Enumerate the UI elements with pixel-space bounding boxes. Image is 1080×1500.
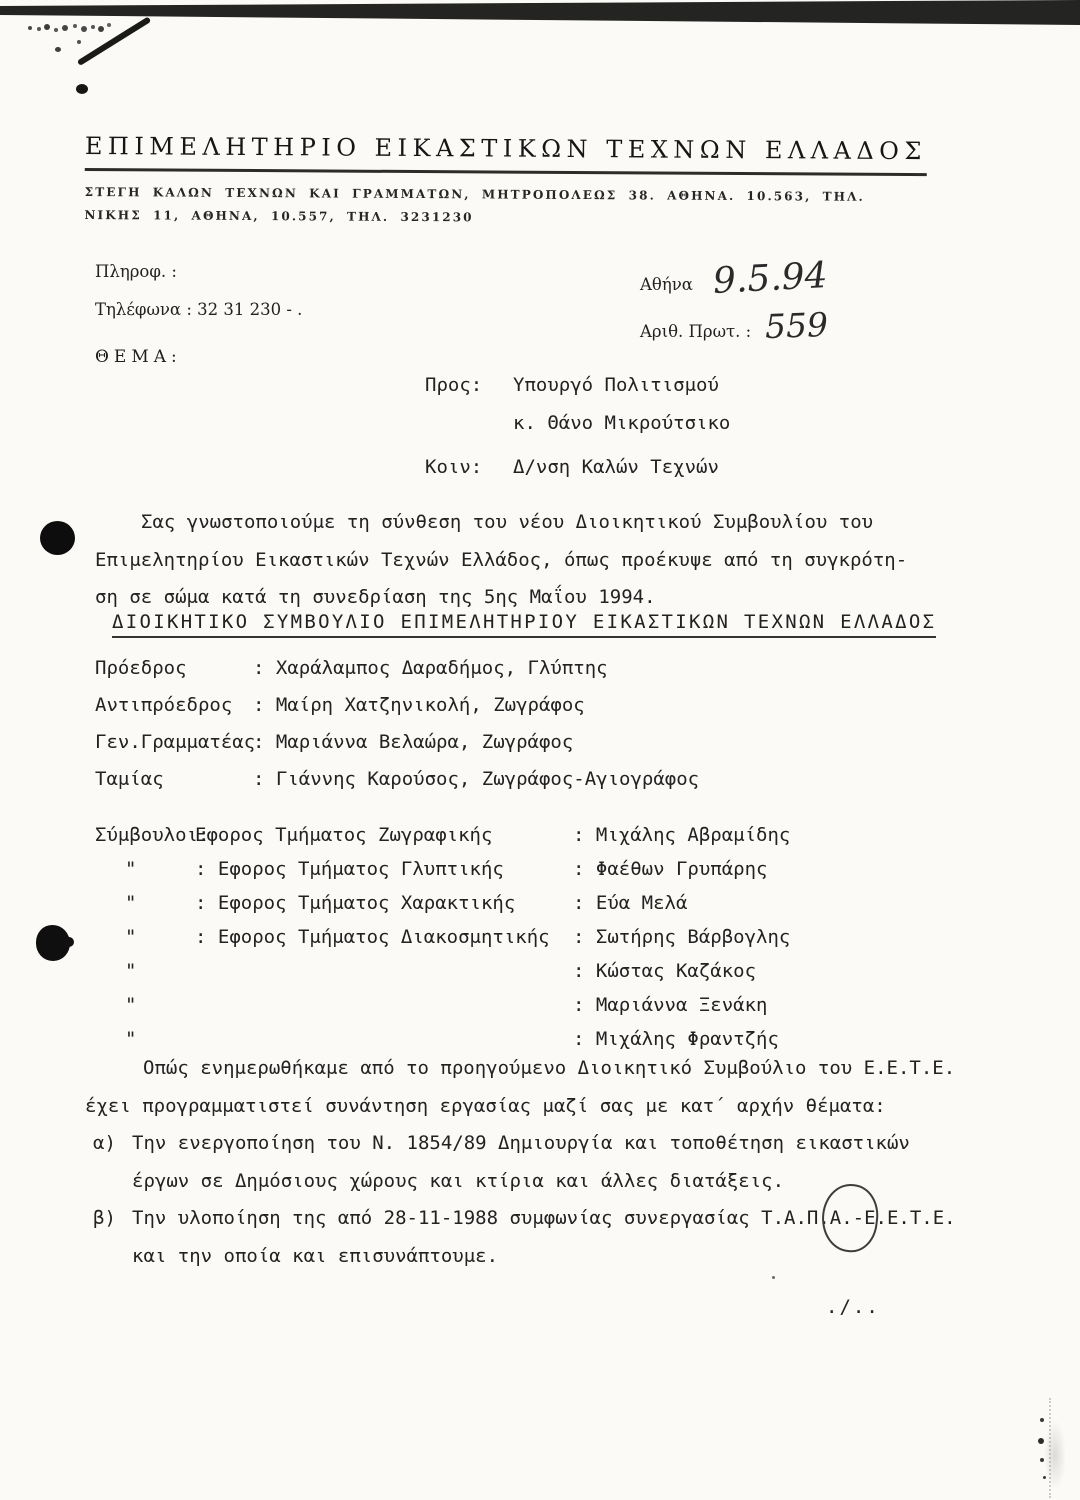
pen-check-stroke [77, 16, 151, 66]
continuation-mark: ./.. [826, 1296, 880, 1318]
subject-label: ΘΕΜΑ: [95, 347, 182, 367]
table-row [95, 852, 790, 886]
item-line: και την οποία και επισυνάπτουμε. [132, 1244, 499, 1267]
paragraph-line: Επιμελητηρίου Εικαστικών Τεχνών Ελλάδος, όπως προέκυψε από τη συγκρότη- [95, 548, 908, 571]
counselor-dept: : Εφορος Τμήματος Γλυπτικής [195, 858, 504, 880]
table-row [95, 818, 790, 852]
org-title: ΕΠΙΜΕΛΗΤΗΡΙΟ ΕΙΚΑΣΤΙΚΩΝ ΤΕΧΝΩΝ ΕΛΛΑΔΟΣ [85, 132, 927, 176]
pen-stroke-blob [76, 84, 88, 94]
table-row [95, 761, 699, 798]
counselor-name: : Σωτήρης Βάρβογλης [573, 926, 791, 948]
table-row [95, 886, 790, 920]
ink-speck [1040, 1418, 1044, 1422]
counselor-dept: : Εφορος Τμήματος Διακοσμητικής [195, 926, 550, 948]
scan-smudge [1044, 1420, 1066, 1490]
table-row [95, 724, 699, 761]
counselor-name: : Μιχάλης Αβραμίδης [573, 824, 791, 846]
counselor-dept: : Εφορος Τμήματος Χαρακτικής [195, 892, 516, 914]
officer-role: Ταμίας [95, 768, 164, 790]
item-line: έργων σε Δημόσιους χώρους και κτίρια και άλλες διατάξεις. [132, 1169, 785, 1192]
letterhead [84, 132, 985, 232]
ink-speck [77, 40, 81, 44]
recipients-block [425, 366, 730, 486]
item-line: Την υλοποίηση της από 28-11-1988 συμφωνίας συνεργασίας Τ.Α.Π.Α.-Ε.Ε.Τ.Ε. [132, 1207, 956, 1229]
scan-edge-dots [1049, 1398, 1051, 1498]
address-line-1: ΣΤΕΓΗ ΚΑΛΩΝ ΤΕΧΝΩΝ ΚΑΙ ΓΡΑΜΜΑΤΩΝ, ΜΗΤΡΟΠΟΛΕΩΣ 38. ΑΘΗΝΑ. 10.563, ΤΗΛ. [84, 184, 865, 204]
to-label: Προς: [425, 374, 483, 396]
handwritten-protocol-number: 559 [764, 304, 829, 347]
section-heading: ΔΙΟΙΚΗΤΙΚΟ ΣΥΜΒΟΥΛΙΟ ΕΠΙΜΕΛΗΤΗΡΙΟΥ ΕΙΚΑΣΤΙΚΩΝ ΤΕΧΝΩΝ ΕΛΛΑΔΟΣ [112, 611, 936, 638]
officer-role: Γεν.Γραμματέας [95, 731, 256, 753]
paragraph-line: Σας γνωστοποιούμε τη σύνθεση του νέου Διοικητικού Συμβουλίου του [141, 511, 874, 533]
city-label: Αθήνα [640, 275, 693, 294]
counselor-dept: Εφορος Τμήματος Ζωγραφικής [195, 824, 493, 846]
address-line-2: ΝΙΚΗΣ 11, ΑΘΗΝΑ, 10.557, ΤΗΛ. 3231230 [84, 207, 474, 225]
item-marker: α) [93, 1132, 116, 1154]
counselor-name: : Μαριάννα Ξενάκη [573, 994, 768, 1016]
protocol-label: Αριθ. Πρωτ. : [640, 322, 752, 341]
recipient-cc-row [425, 448, 730, 486]
ink-blob [36, 925, 70, 961]
handwritten-date: 9.5.94 [711, 255, 829, 302]
item-line: Την ενεργοποίηση του Ν. 1854/89 Δημιουργία και τοποθέτηση εικαστικών [132, 1132, 910, 1154]
ink-speck [55, 47, 61, 52]
ink-speck [772, 1276, 775, 1279]
ink-blob [40, 521, 75, 555]
table-row [95, 650, 699, 687]
recipient-to-row [425, 366, 730, 404]
counselor-name: : Φαέθων Γρυπάρης [573, 858, 768, 880]
counselor-dept [195, 988, 573, 1022]
item-marker: β) [93, 1207, 116, 1229]
ink-speck [1040, 1458, 1044, 1462]
list-item-b [85, 1200, 1025, 1275]
ditto-mark: " [125, 892, 137, 914]
paragraph-line: ση σε σώμα κατά τη συνεδρίαση της 5ης Μαΐου 1994. [95, 586, 656, 608]
officer-role: Πρόεδρος [95, 657, 187, 679]
ink-speck [1038, 1438, 1044, 1444]
counselor-name: : Εύα Μελά [573, 892, 688, 914]
counselor-name: : Μιχάλης Φραντζής [573, 1028, 779, 1050]
closing-line: Οπώς ενημερωθήκαμε από το προηγούμενο Διοικητικό Συμβούλιο του Ε.Ε.Τ.Ε. [143, 1057, 956, 1079]
counselors-table [95, 818, 790, 1056]
body-paragraph [95, 504, 955, 617]
officer-value: : Μαίρη Χατζηνικολή, Ζωγράφος [253, 694, 585, 716]
counselor-mark: Σύμβουλοι: [95, 824, 210, 846]
officer-value: : Χαράλαμπος Δαραδήμος, Γλύπτης [253, 657, 608, 679]
ditto-mark: " [125, 960, 137, 982]
date-row [640, 255, 829, 302]
officers-table [95, 650, 699, 798]
ditto-mark: " [125, 994, 137, 1016]
list-item-a [85, 1125, 1025, 1200]
ink-speck [1043, 1476, 1046, 1479]
table-row [95, 920, 790, 954]
officer-value: : Μαριάννα Βελαώρα, Ζωγράφος [253, 731, 574, 753]
to-line-1: Υπουργό Πολιτισμού [513, 374, 719, 396]
table-row [95, 954, 790, 988]
ditto-mark: " [125, 926, 137, 948]
closing-line: έχει προγραμματιστεί συνάντηση εργασίας μαζί σας με κατ΄ αρχήν θέματα: [85, 1094, 886, 1117]
cc-label: Κοιν: [425, 456, 483, 478]
table-row [95, 687, 699, 724]
closing-block [85, 1050, 1025, 1275]
protocol-row [640, 306, 828, 345]
scanner-edge-band [0, 0, 1080, 28]
ditto-mark: " [125, 858, 137, 880]
table-row [95, 988, 790, 1022]
officer-value: : Γιάννης Καρούσος, Ζωγράφος-Αγιογράφος [253, 768, 700, 790]
counselor-name: : Κώστας Καζάκος [573, 960, 757, 982]
counselor-dept [195, 954, 573, 988]
pen-scribble-smudge [28, 26, 32, 30]
ditto-mark: " [125, 1028, 137, 1050]
phones-label: Τηλέφωνα : 32 31 230 - . [95, 300, 303, 319]
to-line-2: κ. Θάνο Μικρούτσικο [513, 412, 731, 434]
info-label: Πληροφ. : [95, 262, 177, 281]
cc-line: Δ/νση Καλών Τεχνών [513, 456, 719, 478]
officer-role: Αντιπρόεδρος [95, 694, 233, 716]
